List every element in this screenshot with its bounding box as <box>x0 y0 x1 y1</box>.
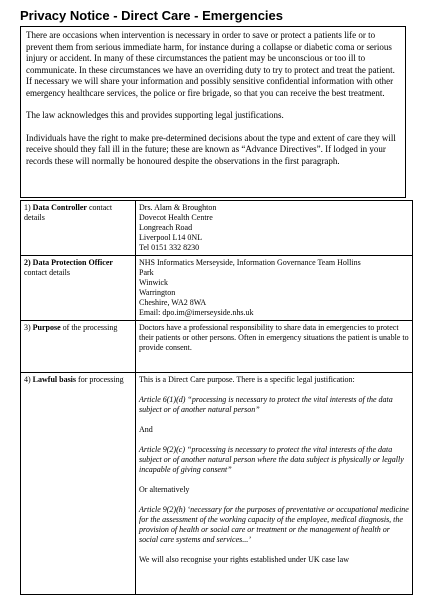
table-row-purpose <box>21 321 413 373</box>
purpose-label-rest: of the processing <box>60 323 118 332</box>
article-9-2-h: Article 9(2)(h) ‘necessary for the purposes of preventative or occupational medicine for the assessment of the working capacity of the employee, medical diagnosis, the provision of health or social care or treatment or the management of health or social care systems and services...’ <box>139 505 409 544</box>
controller-label-rest: contact details <box>24 203 113 222</box>
controller-value-cell <box>136 201 413 256</box>
spacer <box>139 415 409 425</box>
lawful-value-cell <box>136 373 413 595</box>
controller-line: Drs. Alam & Broughton <box>139 203 217 212</box>
dpo-line: NHS Informatics Merseyside, Information Governance Team Hollins <box>139 258 361 267</box>
spacer <box>139 495 409 505</box>
info-table <box>20 200 413 595</box>
dpo-label-rest: contact details <box>24 268 70 277</box>
intro-paragraph-2: The law acknowledges this and provides supporting legal justifications. <box>26 110 284 120</box>
lawful-label-num: 4) <box>24 375 31 384</box>
spacer <box>139 385 409 395</box>
controller-line: Longreach Road <box>139 223 193 232</box>
controller-line: Tel 0151 332 8230 <box>139 243 200 252</box>
purpose-value-cell <box>136 321 413 373</box>
dpo-line: Park <box>139 268 154 277</box>
dpo-email: Email: dpo.im@imerseyside.nhs.uk <box>139 308 254 317</box>
lawful-intro: This is a Direct Care purpose. There is a specific legal justification: <box>139 375 355 384</box>
lawful-label-cell <box>21 373 136 595</box>
or-connector: Or alternatively <box>139 485 190 494</box>
page-title: Privacy Notice - Direct Care - Emergencies <box>20 8 284 23</box>
spacer <box>139 545 409 555</box>
table-row-controller <box>21 201 413 256</box>
lawful-label-bold: Lawful basis <box>32 375 77 384</box>
and-connector: And <box>139 425 153 434</box>
table-row-lawful <box>21 373 413 595</box>
dpo-value-cell <box>136 256 413 321</box>
dpo-line: Winwick <box>139 278 169 287</box>
table-row-dpo <box>21 256 413 321</box>
dpo-label-cell <box>21 256 136 321</box>
purpose-text: Doctors have a professional responsibility to share data in emergencies to protect their patients or other persons. Often in emergency situations the patient is unable to provide consent. <box>139 323 409 352</box>
case-law-text: We will also recognise your rights established under UK case law <box>139 555 349 564</box>
dpo-line: Warrington <box>139 288 176 297</box>
purpose-label-num: 3) <box>24 323 31 332</box>
purpose-label-bold: Purpose <box>32 323 61 332</box>
intro-box <box>20 26 406 198</box>
controller-label-cell <box>21 201 136 256</box>
dpo-line: Cheshire, WA2 8WA <box>139 298 207 307</box>
article-9-2-c: Article 9(2)(c) “processing is necessary to protect the vital interests of the data subject or of another natural person where the data subject is physically or legally incapable of giving consent” <box>139 445 404 474</box>
controller-line: Liverpool L14 0NL <box>139 233 203 242</box>
controller-label-num: 1) <box>24 203 31 212</box>
lawful-label-rest: for processing <box>76 375 124 384</box>
spacer <box>139 435 409 445</box>
controller-line: Dovecot Health Centre <box>139 213 213 222</box>
intro-paragraph-1: There are occasions when intervention is necessary in order to save or protect a patients life or to prevent them from serious immediate harm, for instance during a collapse or diabetic coma or serious injury or accident. In many of these circumstances the patient may be unconscious or too ill to communicate. In these circumstances we have an overriding duty to try to protect and treat the patient. If necessary we will share your information and possibly sensitive confidential information with other emergency healthcare services, the police or fire brigade, so that you can receive the best treatment. <box>26 30 395 98</box>
article-6-1-d: Article 6(1)(d) “processing is necessary to protect the vital interests of the data subject or of another natural person” <box>139 395 393 414</box>
intro-paragraph-3: Individuals have the right to make pre-determined decisions about the type and extent of care they will receive should they fall ill in the future; these are known as “Advance Directives”. If lodged in your records these will normally be honoured despite the observations in the first paragraph. <box>26 132 396 166</box>
controller-label-bold: Data Controller <box>32 203 87 212</box>
purpose-label-cell <box>21 321 136 373</box>
spacer <box>139 475 409 485</box>
dpo-label-bold: 2) Data Protection Officer <box>24 258 113 267</box>
